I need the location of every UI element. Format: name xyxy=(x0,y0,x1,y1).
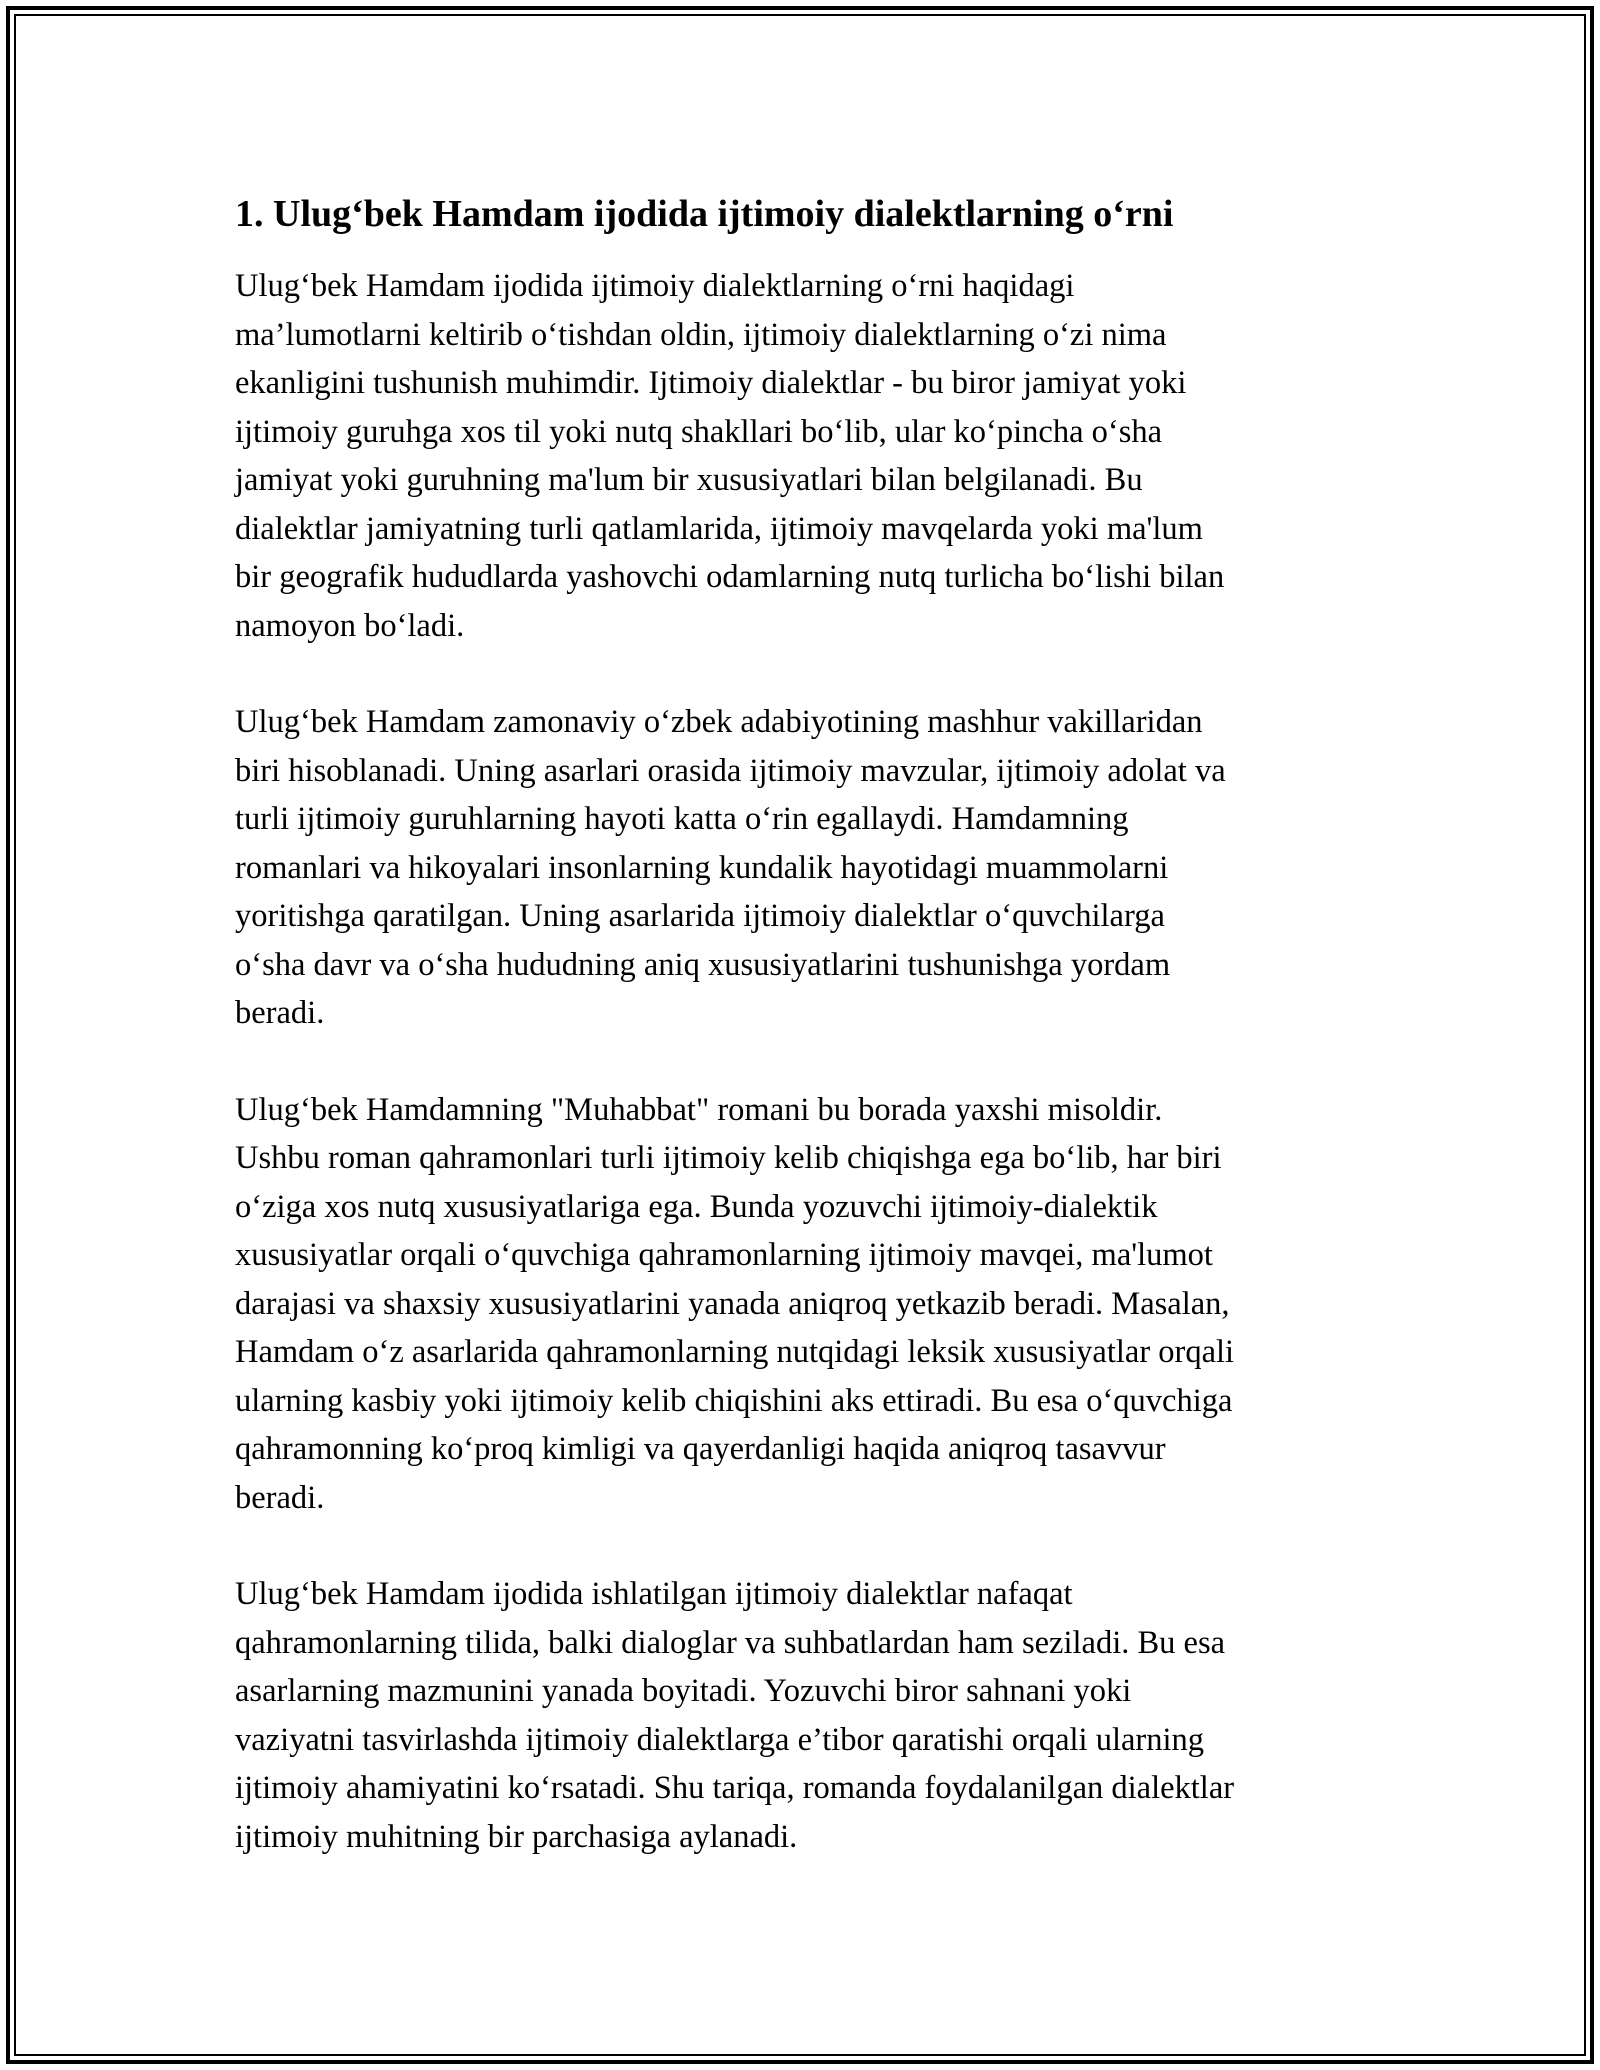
paragraph-2 xyxy=(235,698,1375,1038)
paragraph-line: ijtimoiy guruhga xos til yoki nutq shakllari bo‘lib, ular ko‘pincha o‘sha xyxy=(235,413,1163,450)
paragraph-line: Ulug‘bek Hamdamning "Muhabbat" romani bu borada yaxshi misoldir. xyxy=(235,1091,1163,1128)
paragraph-line: dialektlar jamiyatning turli qatlamlarida, ijtimoiy mavqelarda yoki ma'lum xyxy=(235,510,1203,547)
paragraph-line: qahramonning ko‘proq kimligi va qayerdanligi haqida aniqroq tasavvur xyxy=(235,1431,1166,1467)
paragraph-line: Hamdam o‘z asarlarida qahramonlarning nutqidagi leksik xususiyatlar orqali xyxy=(235,1334,1235,1370)
paragraph-line: ularning kasbiy yoki ijtimoiy kelib chiqishini aks ettiradi. Bu esa o‘quvchiga xyxy=(235,1382,1233,1419)
paragraph-4 xyxy=(235,1570,1375,1861)
paragraph-line: beradi. xyxy=(235,995,325,1031)
paragraph-line: Ulug‘bek Hamdam ijodida ishlatilgan ijtimoiy dialektlar nafaqat xyxy=(235,1576,1073,1612)
paragraph-line: o‘sha davr va o‘sha hududning aniq xususiyatlarini tushunishga yordam xyxy=(235,946,1171,983)
paragraph-line: biri hisoblanadi. Uning asarlari orasida ijtimoiy mavzular, ijtimoiy adolat va xyxy=(235,752,1226,789)
paragraph-line: jamiyat yoki guruhning ma'lum bir xususiyatlari bilan belgilanadi. Bu xyxy=(235,462,1143,498)
paragraph-3 xyxy=(235,1086,1375,1523)
paragraph-line: ekanligini tushunish muhimdir. Ijtimoiy dialektlar - bu biror jamiyat yoki xyxy=(235,365,1187,401)
paragraph-line: romanlari va hikoyalari insonlarning kundalik hayotidagi muammolarni xyxy=(235,849,1169,886)
paragraph-line: bir geografik hududlarda yashovchi odamlarning nutq turlicha bo‘lishi bilan xyxy=(235,559,1225,595)
section-heading: 1. Ulug‘bek Hamdam ijodida ijtimoiy dialektlarning o‘rni xyxy=(235,193,1174,235)
paragraph-line: ma’lumotlarni keltirib o‘tishdan oldin, ijtimoiy dialektlarning o‘zi nima xyxy=(235,316,1167,353)
paragraph-line: darajasi va shaxsiy xususiyatlarini yanada aniqroq yetkazib beradi. Masalan, xyxy=(235,1285,1230,1322)
paragraph-line: Ushbu roman qahramonlari turli ijtimoiy kelib chiqishga ega bo‘lib, har biri xyxy=(235,1140,1222,1176)
paragraph-line: asarlarning mazmunini yanada boyitadi. Yozuvchi biror sahnani yoki xyxy=(235,1673,1132,1709)
paragraph-line: namoyon bo‘ladi. xyxy=(235,607,465,644)
paragraph-line: vaziyatni tasvirlashda ijtimoiy dialektlarga e’tibor qaratishi orqali ularning xyxy=(235,1721,1205,1758)
paragraph-1 xyxy=(235,262,1375,650)
paragraph-line: qahramonlarning tilida, balki dialoglar va suhbatlardan ham seziladi. Bu esa xyxy=(235,1624,1226,1661)
paragraph-line: ijtimoiy ahamiyatini ko‘rsatadi. Shu tariqa, romanda foydalanilgan dialektlar xyxy=(235,1770,1235,1806)
paragraph-line: ijtimoiy muhitning bir parchasiga aylanadi. xyxy=(235,1818,798,1855)
paragraph-line: o‘ziga xos nutq xususiyatlariga ega. Bunda yozuvchi ijtimoiy-dialektik xyxy=(235,1188,1158,1225)
paragraph-line: xususiyatlar orqali o‘quvchiga qahramonlarning ijtimoiy mavqei, ma'lumot xyxy=(235,1237,1213,1273)
paragraph-line: Ulug‘bek Hamdam ijodida ijtimoiy dialektlarning o‘rni haqidagi xyxy=(235,268,1075,304)
document-body xyxy=(235,188,1375,1909)
paragraph-container xyxy=(235,262,1375,1861)
paragraph-line: turli ijtimoiy guruhlarning hayoti katta o‘rin egallaydi. Hamdamning xyxy=(235,801,1129,837)
paragraph-line: Ulug‘bek Hamdam zamonaviy o‘zbek adabiyotining mashhur vakillaridan xyxy=(235,704,1203,740)
paragraph-line: yoritishga qaratilgan. Uning asarlarida ijtimoiy dialektlar o‘quvchilarga xyxy=(235,898,1165,934)
paragraph-line: beradi. xyxy=(235,1479,325,1516)
